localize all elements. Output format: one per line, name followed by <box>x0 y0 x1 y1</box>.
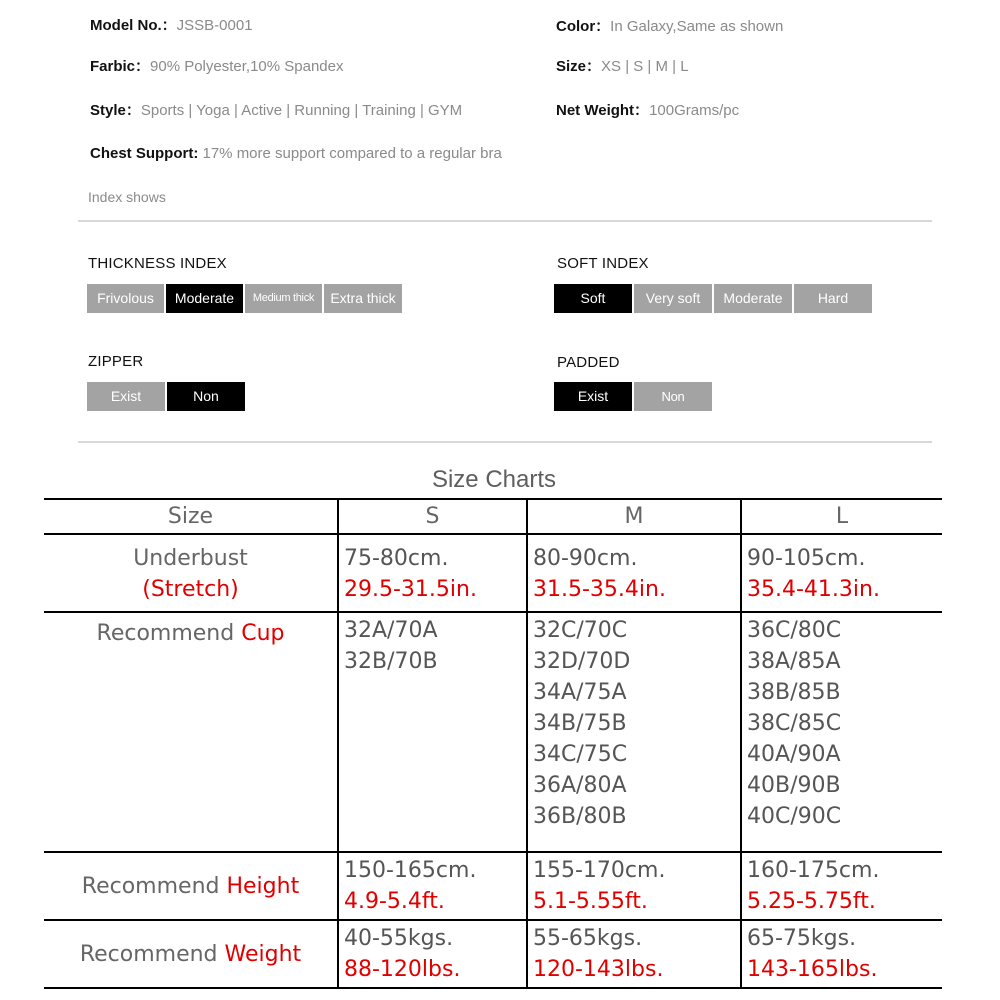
header-l: L <box>741 499 942 534</box>
spec-style: Style：Sports | Yoga | Active | Running | Training | GYM <box>90 102 463 119</box>
thickness-index-options <box>87 284 402 313</box>
soft-option-very-soft: Very soft <box>634 284 712 313</box>
height-l: 160-175cm. 5.25-5.75ft. <box>741 852 942 920</box>
spec-size: Size：XS | S | M | L <box>556 58 689 75</box>
zipper-option-non: Non <box>167 382 245 411</box>
index-note: Index shows <box>88 189 166 205</box>
underbust-l: 90-105cm. 35.4-41.3in. <box>741 534 942 612</box>
cup-s: 32A/70A 32B/70B <box>338 612 527 852</box>
height-row <box>44 852 942 920</box>
header-m: M <box>527 499 741 534</box>
header-size: Size <box>44 499 338 534</box>
cup-row <box>44 612 942 852</box>
thickness-index-title: THICKNESS INDEX <box>88 255 227 272</box>
cup-m: 32C/70C 32D/70D 34A/75A 34B/75B 34C/75C 36A/80A 36B/80B <box>527 612 741 852</box>
thickness-option-frivolous: Frivolous <box>87 284 164 313</box>
padded-option-exist: Exist <box>554 382 632 411</box>
spec-color: Color：In Galaxy,Same as shown <box>556 18 784 35</box>
zipper-options <box>87 382 245 411</box>
weight-s: 40-55kgs. 88-120lbs. <box>338 920 527 988</box>
thickness-option-moderate: Moderate <box>166 284 243 313</box>
height-s: 150-165cm. 4.9-5.4ft. <box>338 852 527 920</box>
spec-chest-support: Chest Support: 17% more support compared to a regular bra <box>90 145 502 162</box>
underbust-label: Underbust (Stretch) <box>44 534 338 612</box>
zipper-title: ZIPPER <box>88 353 144 370</box>
header-row <box>44 499 942 534</box>
thickness-option-medium-thick: Medium thick <box>245 284 322 313</box>
height-m: 155-170cm. 5.1-5.55ft. <box>527 852 741 920</box>
padded-title: PADDED <box>557 354 620 371</box>
size-chart-table <box>44 498 942 989</box>
zipper-option-exist: Exist <box>87 382 165 411</box>
weight-row <box>44 920 942 988</box>
underbust-s: 75-80cm. 29.5-31.5in. <box>338 534 527 612</box>
soft-option-soft: Soft <box>554 284 632 313</box>
padded-option-non: Non <box>634 382 712 411</box>
underbust-row <box>44 534 942 612</box>
thickness-option-extra-thick: Extra thick <box>324 284 402 313</box>
spec-fabric: Farbic：90% Polyester,10% Spandex <box>90 58 344 75</box>
soft-index-options <box>554 284 872 313</box>
soft-option-moderate: Moderate <box>714 284 792 313</box>
height-label: Recommend Height <box>44 852 338 920</box>
spec-net-weight: Net Weight：100Grams/pc <box>556 102 740 119</box>
padded-options <box>554 382 712 411</box>
divider-bottom <box>78 441 932 443</box>
soft-index-title: SOFT INDEX <box>557 255 649 272</box>
weight-l: 65-75kgs. 143-165lbs. <box>741 920 942 988</box>
spec-model: Model No.：JSSB-0001 <box>90 17 253 34</box>
weight-label: Recommend Weight <box>44 920 338 988</box>
size-chart-title: Size Charts <box>431 466 557 493</box>
header-s: S <box>338 499 527 534</box>
weight-m: 55-65kgs. 120-143lbs. <box>527 920 741 988</box>
cup-label: Recommend Cup <box>44 612 338 852</box>
cup-l: 36C/80C 38A/85A 38B/85B 38C/85C 40A/90A 40B/90B 40C/90C <box>741 612 942 852</box>
soft-option-hard: Hard <box>794 284 872 313</box>
underbust-m: 80-90cm. 31.5-35.4in. <box>527 534 741 612</box>
divider-top <box>78 220 932 222</box>
